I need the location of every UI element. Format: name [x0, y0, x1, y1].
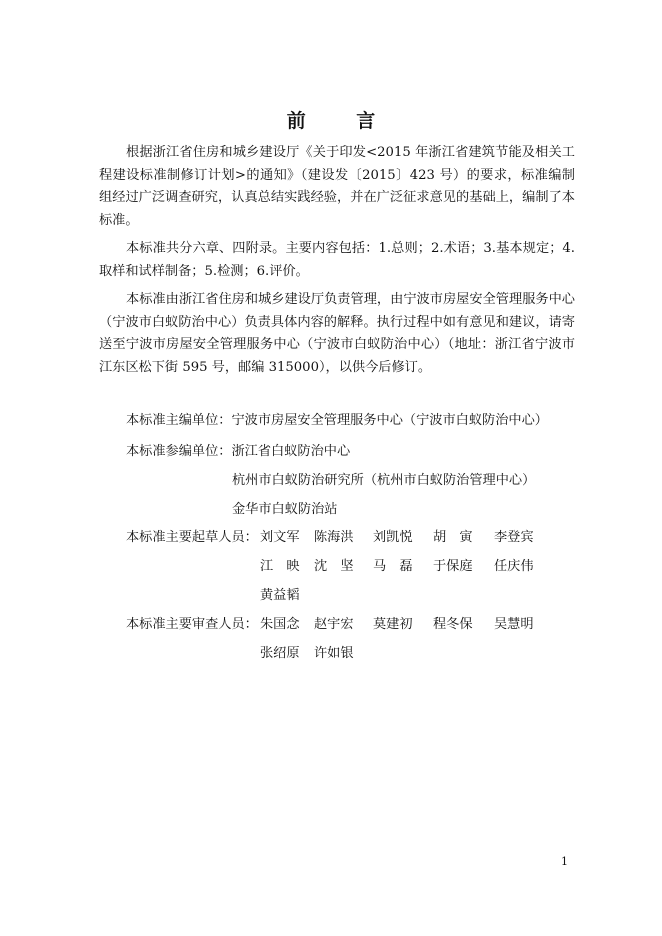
chief-unit-label: 本标准主编单位： — [126, 413, 232, 428]
participating-unit-label: 本标准参编单位： — [126, 444, 232, 459]
chief-unit-value: 宁波市房屋安全管理服务中心（宁波市白蚁防治中心） — [231, 413, 548, 428]
paragraph-basis: 根据浙江省住房和城乡建设厅《关于印发<2015 年浙江省建筑节能及相关工程建设标准制修订计划>的通知》（建设发〔2015〕423 号）的要求，标准编制组经过广泛调查研究，认真总结实践经验，并在广泛征求意见的基础上，编制了本标准。 — [99, 145, 575, 228]
drafter-name: 李登宾 — [494, 530, 534, 545]
reviewer-name: 赵宇宏 — [314, 617, 354, 632]
reviewer-name: 程冬保 — [433, 617, 473, 632]
participating-unit-row — [232, 469, 535, 488]
reviewer-name: 吴慧明 — [494, 617, 534, 632]
reviewer-name: 朱国念 — [260, 617, 300, 632]
drafters-label: 本标准主要起草人员： — [126, 530, 258, 545]
reviewer-name: 张绍原 — [260, 646, 300, 661]
chief-unit-row — [126, 409, 548, 428]
participating-unit-value: 金华市白蚁防治站 — [232, 502, 338, 517]
drafter-name: 江 映 — [260, 559, 300, 574]
paragraph-contents: 本标准共分六章、四附录。主要内容包括：1.总则；2.术语；3.基本规定；4.取样和试样制备；5.检测；6.评价。 — [99, 241, 575, 279]
drafter-name: 刘凯悦 — [373, 530, 413, 545]
reviewers-label: 本标准主要审查人员： — [126, 617, 258, 632]
participating-unit-row — [232, 498, 338, 517]
participating-unit-row — [126, 440, 350, 459]
page-title: 前 言 — [286, 110, 398, 132]
drafter-name: 刘文军 — [260, 530, 300, 545]
paragraph-management: 本标准由浙江省住房和城乡建设厅负责管理，由宁波市房屋安全管理服务中心（宁波市白蚁防治中心）负责具体内容的解释。执行过程中如有意见和建议，请寄送至宁波市房屋安全管理服务中心（宁波市白蚁防治中心）（地址：浙江省宁波市江东区松下街 595 号，邮编 315000），以供今后修订。 — [99, 292, 575, 375]
participating-unit-value: 浙江省白蚁防治中心 — [231, 444, 351, 459]
drafter-name: 任庆伟 — [494, 559, 534, 574]
foreword-body — [99, 142, 575, 385]
drafter-name: 马 磊 — [373, 559, 413, 574]
drafter-name: 胡 寅 — [433, 530, 473, 545]
reviewer-name: 莫建初 — [373, 617, 413, 632]
page-number: 1 — [561, 855, 568, 868]
participating-unit-value: 杭州市白蚁防治研究所（杭州市白蚁防治管理中心） — [232, 473, 536, 488]
drafter-name: 陈海洪 — [314, 530, 354, 545]
drafter-name: 黄益韬 — [260, 588, 300, 603]
reviewer-name: 许如银 — [314, 646, 354, 661]
drafter-name: 沈 坚 — [314, 559, 354, 574]
drafter-name: 于保庭 — [433, 559, 473, 574]
